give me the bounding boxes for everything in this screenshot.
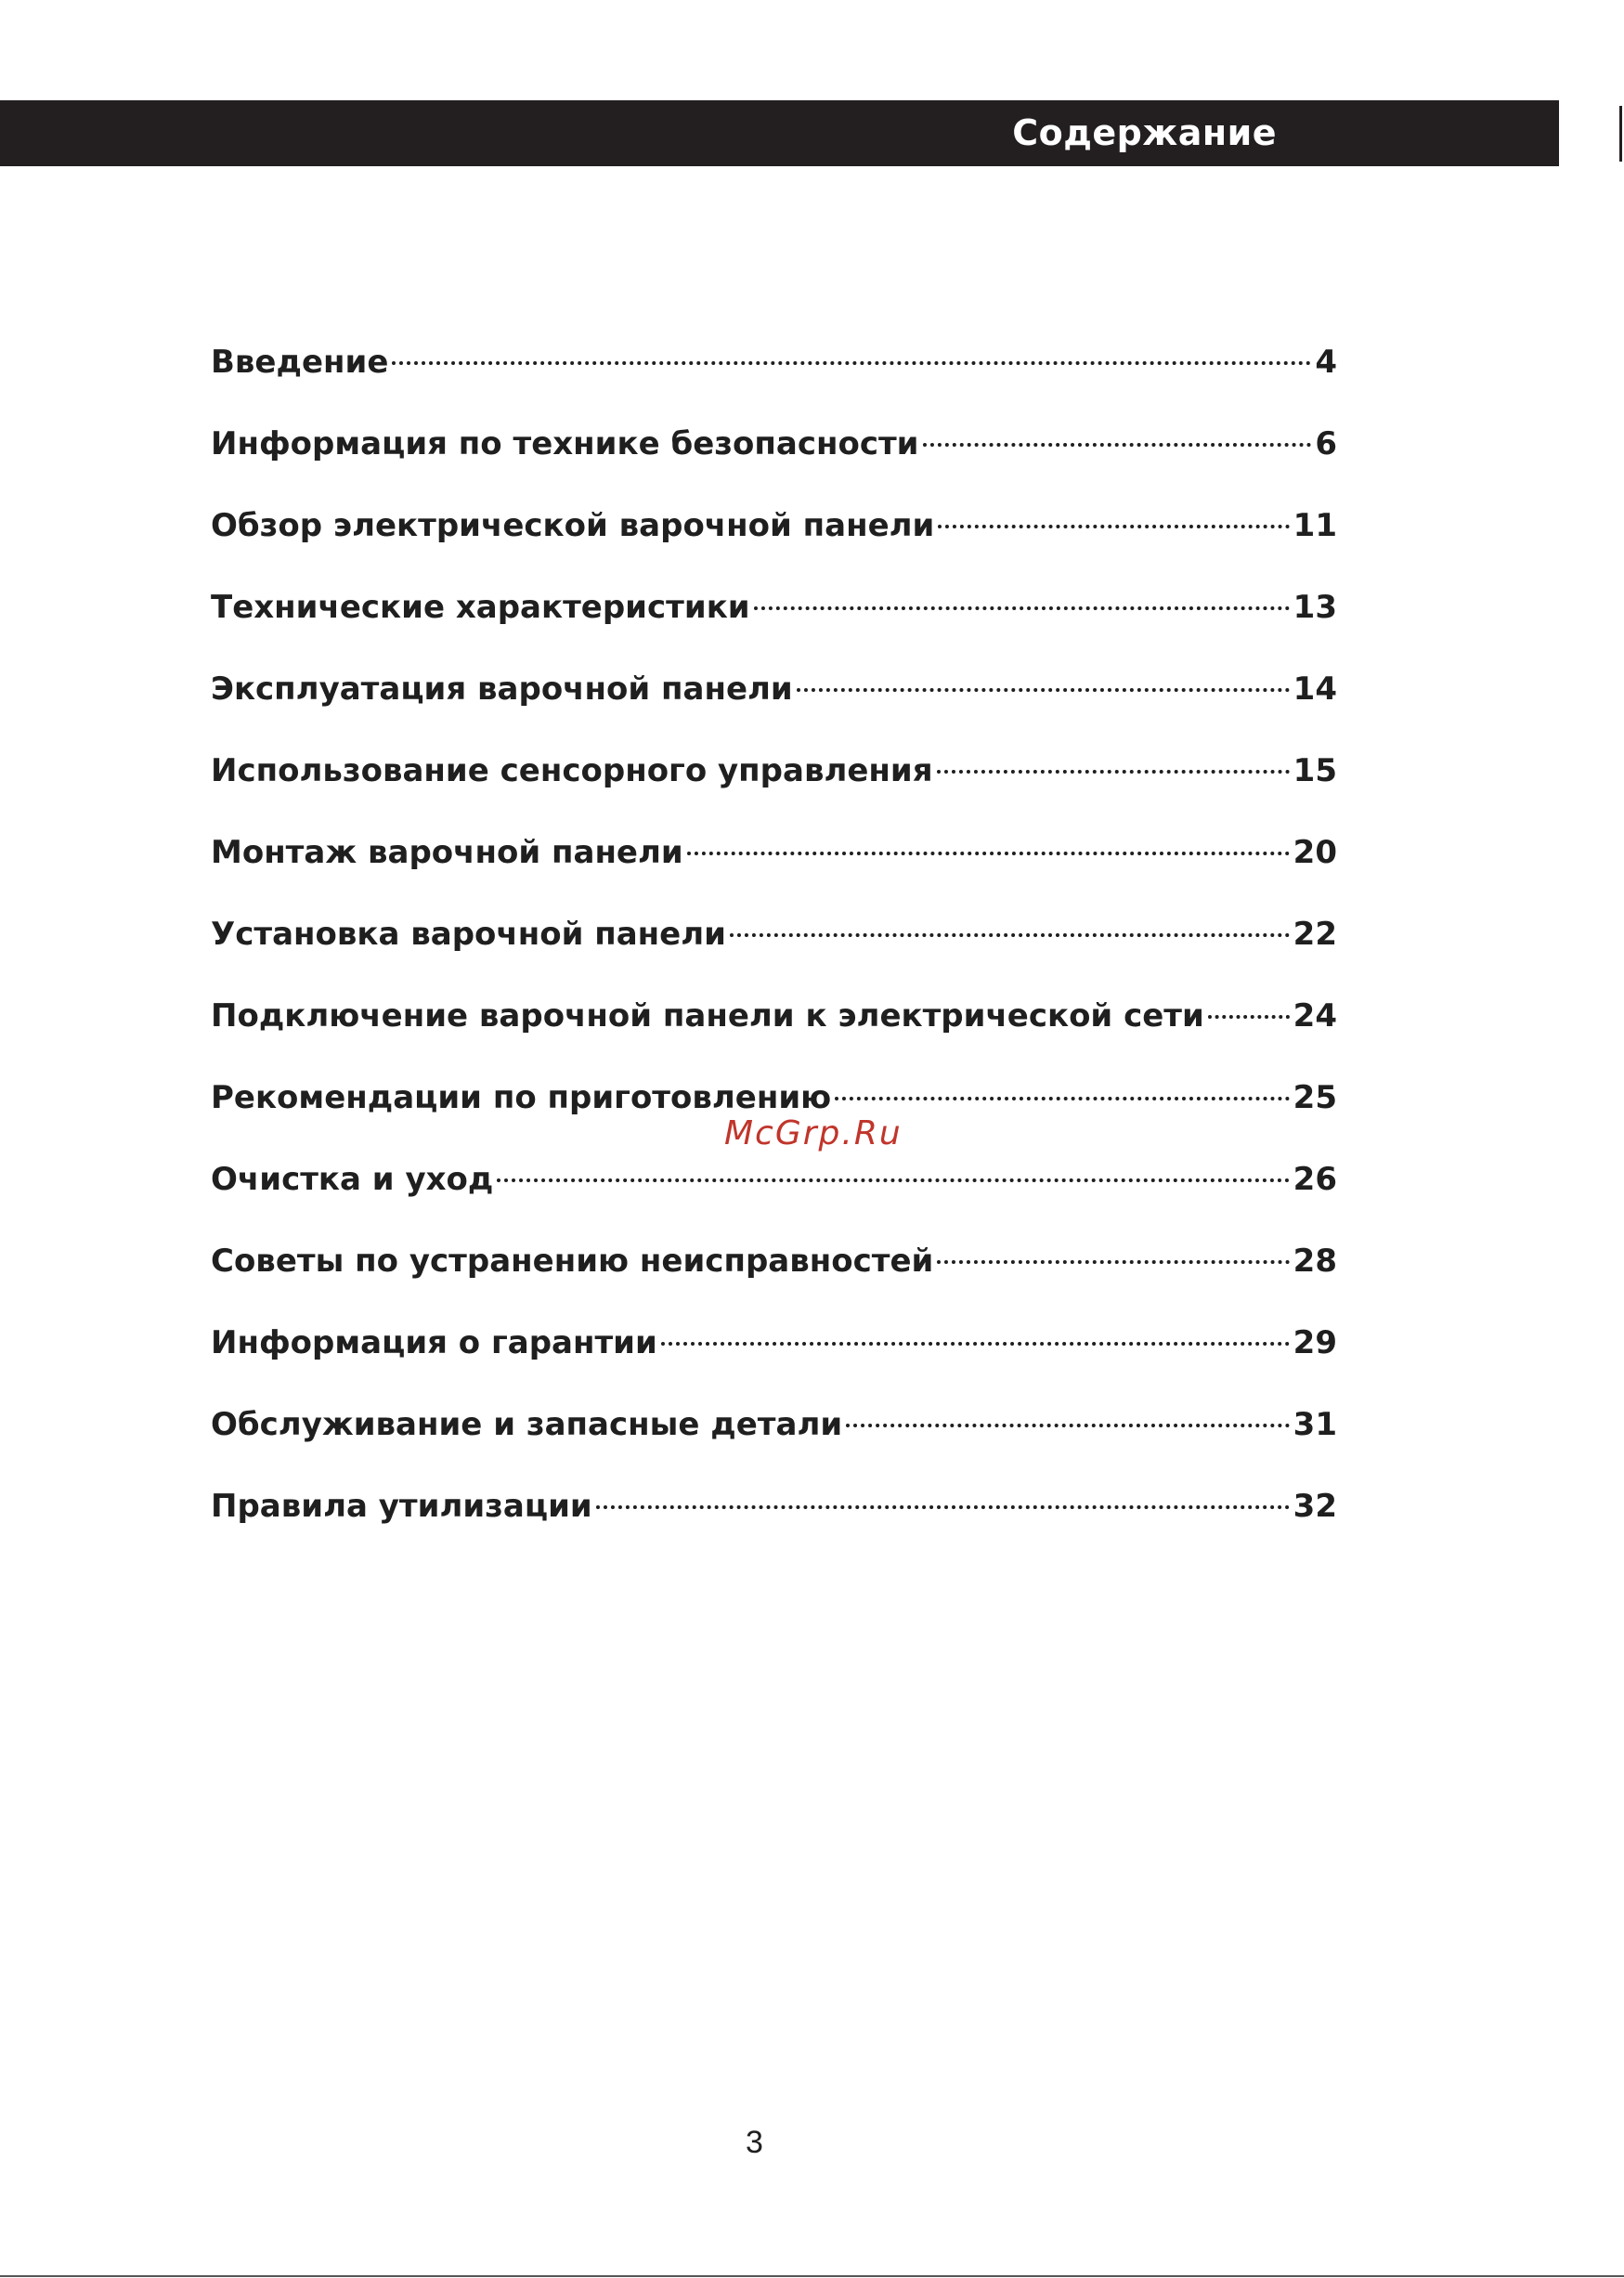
toc-entry-page: 26 <box>1293 1161 1337 1198</box>
toc-dot-leader <box>937 1260 1289 1264</box>
toc-entry-installation[interactable] <box>211 916 1337 997</box>
toc-entry-title: Введение <box>211 344 389 381</box>
toc-dot-leader <box>661 1342 1290 1346</box>
toc-entry-title: Технические характеристики <box>211 589 750 626</box>
toc-entry-page: 28 <box>1293 1243 1337 1280</box>
toc-entry-page: 32 <box>1293 1488 1337 1525</box>
toc-entry-title: Установка варочной панели <box>211 916 726 953</box>
toc-entry-safety[interactable] <box>211 425 1337 507</box>
toc-entry-title: Обслуживание и запасные детали <box>211 1406 843 1443</box>
toc-entry-title: Эксплуатация варочной панели <box>211 670 793 708</box>
header-bar <box>0 100 1559 166</box>
toc-dot-leader <box>1208 1015 1290 1019</box>
toc-entry-title: Подключение варочной панели к электрической сети <box>211 997 1204 1035</box>
toc-entry-operation[interactable] <box>211 670 1337 752</box>
toc-entry-page: 22 <box>1293 916 1337 953</box>
toc-entry-troubleshooting[interactable] <box>211 1243 1337 1324</box>
toc-entry-page: 29 <box>1293 1324 1337 1361</box>
toc-entry-title: Информация по технике безопасности <box>211 425 919 462</box>
toc-entry-page: 20 <box>1293 834 1337 871</box>
toc-dot-leader <box>730 933 1290 937</box>
toc-entry-warranty[interactable] <box>211 1324 1337 1406</box>
toc-entry-page: 31 <box>1293 1406 1337 1443</box>
edge-mark <box>1619 106 1622 162</box>
toc-entry-title: Обзор электрической варочной панели <box>211 507 935 544</box>
toc-entry-electrical-connection[interactable] <box>211 997 1337 1079</box>
toc-dot-leader <box>923 443 1312 447</box>
toc-entry-title: Советы по устранению неисправностей <box>211 1243 934 1280</box>
toc-entry-cleaning[interactable] <box>211 1161 1337 1243</box>
toc-entry-title: Очистка и уход <box>211 1161 494 1198</box>
toc-entry-title: Монтаж варочной панели <box>211 834 683 871</box>
toc-dot-leader <box>846 1424 1290 1427</box>
page-title: Содержание <box>1012 112 1277 153</box>
toc-entry-service-parts[interactable] <box>211 1406 1337 1488</box>
toc-entry-page: 13 <box>1293 589 1337 626</box>
toc-entry-specifications[interactable] <box>211 589 1337 670</box>
toc-dot-leader <box>754 606 1290 610</box>
watermark: McGrp.Ru <box>724 1114 903 1152</box>
toc-entry-page: 4 <box>1315 344 1337 381</box>
toc-entry-page: 14 <box>1293 670 1337 708</box>
toc-dot-leader <box>392 361 1311 365</box>
toc-entry-title: Рекомендации по приготовлению <box>211 1079 832 1116</box>
toc-entry-overview[interactable] <box>211 507 1337 589</box>
toc-entry-page: 24 <box>1293 997 1337 1035</box>
toc-entry-page: 15 <box>1293 752 1337 789</box>
toc-entry-title: Информация о гарантии <box>211 1324 657 1361</box>
toc-dot-leader <box>938 525 1289 528</box>
toc-entry-disposal[interactable] <box>211 1488 1337 1569</box>
toc-entry-title: Правила утилизации <box>211 1488 592 1525</box>
toc-entry-title: Использование сенсорного управления <box>211 752 933 789</box>
table-of-contents <box>211 344 1337 1569</box>
toc-dot-leader <box>596 1505 1290 1509</box>
toc-dot-leader <box>687 852 1290 855</box>
toc-entry-page: 25 <box>1293 1079 1337 1116</box>
bottom-rule <box>0 2275 1624 2277</box>
page-number: 3 <box>746 2125 763 2160</box>
toc-dot-leader <box>937 770 1290 774</box>
toc-entry-mounting[interactable] <box>211 834 1337 916</box>
toc-dot-leader <box>497 1178 1289 1182</box>
toc-entry-page: 6 <box>1315 425 1337 462</box>
toc-entry-introduction[interactable] <box>211 344 1337 425</box>
toc-dot-leader <box>797 688 1290 692</box>
toc-dot-leader <box>835 1097 1289 1100</box>
toc-entry-page: 11 <box>1293 507 1337 544</box>
toc-entry-touch-control[interactable] <box>211 752 1337 834</box>
